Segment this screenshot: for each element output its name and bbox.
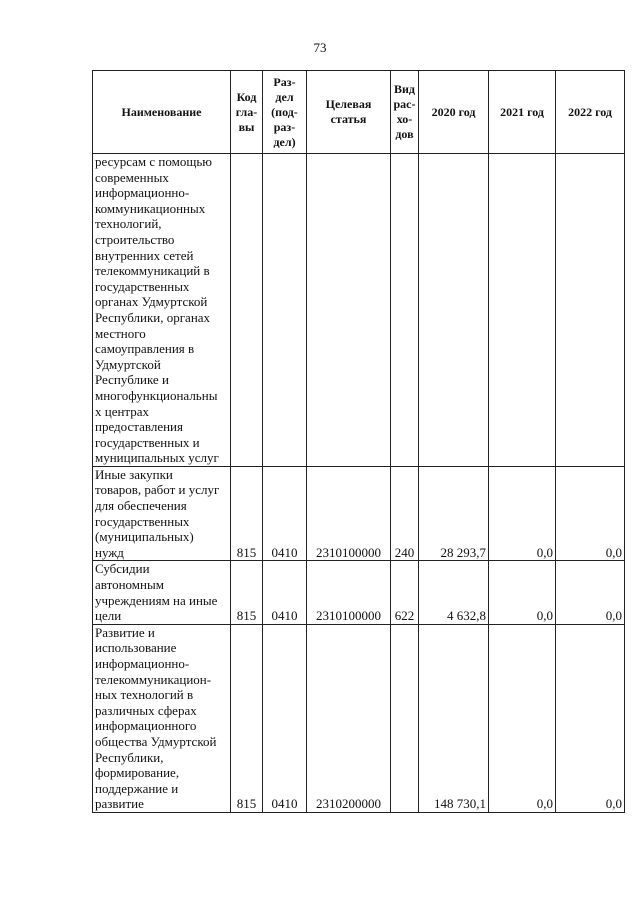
row-section: [263, 154, 307, 467]
row-value-2020: 148 730,1: [419, 624, 489, 812]
row-value-2022: [556, 154, 625, 467]
header-row: [93, 71, 625, 154]
row-expense-type: 622: [391, 561, 419, 624]
table-row: [93, 154, 625, 467]
row-target-article: [307, 154, 391, 467]
table-row: [93, 624, 625, 812]
row-section: 0410: [263, 561, 307, 624]
row-section: 0410: [263, 624, 307, 812]
row-name: Иные закупки товаров, работ и услуг для обеспечения государственных (муниципальных) нужд: [93, 466, 231, 561]
row-value-2021: 0,0: [489, 624, 556, 812]
row-name: Развитие и использование информационно- телекоммуникацион- ных технологий в различных сферах информационного общества Удмуртской Республики, формирование, поддержание и развитие: [93, 624, 231, 812]
row-name: Субсидии автономным учреждениям на иные цели: [93, 561, 231, 624]
row-expense-type: [391, 154, 419, 467]
row-chapter-code: 815: [231, 561, 263, 624]
header-year-2020: 2020 год: [419, 71, 489, 154]
row-value-2022: 0,0: [556, 624, 625, 812]
budget-table: [92, 70, 625, 813]
header-expense-type: Вид рас- хо- дов: [391, 71, 419, 154]
row-target-article: 2310100000: [307, 561, 391, 624]
row-value-2021: [489, 154, 556, 467]
row-value-2021: 0,0: [489, 466, 556, 561]
row-expense-type: [391, 624, 419, 812]
row-value-2021: 0,0: [489, 561, 556, 624]
table-row: [93, 561, 625, 624]
header-year-2021: 2021 год: [489, 71, 556, 154]
row-value-2022: 0,0: [556, 561, 625, 624]
row-target-article: 2310200000: [307, 624, 391, 812]
header-section: Раз- дел (под- раз- дел): [263, 71, 307, 154]
header-year-2022: 2022 год: [556, 71, 625, 154]
page-number: 73: [313, 40, 327, 55]
row-value-2020: 28 293,7: [419, 466, 489, 561]
table-row: [93, 466, 625, 561]
row-value-2020: [419, 154, 489, 467]
header-name: Наименование: [93, 71, 231, 154]
row-target-article: 2310100000: [307, 466, 391, 561]
row-chapter-code: 815: [231, 624, 263, 812]
row-section: 0410: [263, 466, 307, 561]
header-target-article: Целевая статья: [307, 71, 391, 154]
row-chapter-code: [231, 154, 263, 467]
header-chapter-code: Код гла- вы: [231, 71, 263, 154]
row-value-2020: 4 632,8: [419, 561, 489, 624]
row-name: ресурсам с помощью современных информационно- коммуникационных технологий, строительство внутренних сетей телекоммуникаций в государственных органах Удмуртской Республики, органах местного самоуправления в Удмуртской Республике и многофункциональны х центрах предоставления государственных и муниципальных услуг: [93, 154, 231, 467]
row-expense-type: 240: [391, 466, 419, 561]
row-chapter-code: 815: [231, 466, 263, 561]
row-value-2022: 0,0: [556, 466, 625, 561]
